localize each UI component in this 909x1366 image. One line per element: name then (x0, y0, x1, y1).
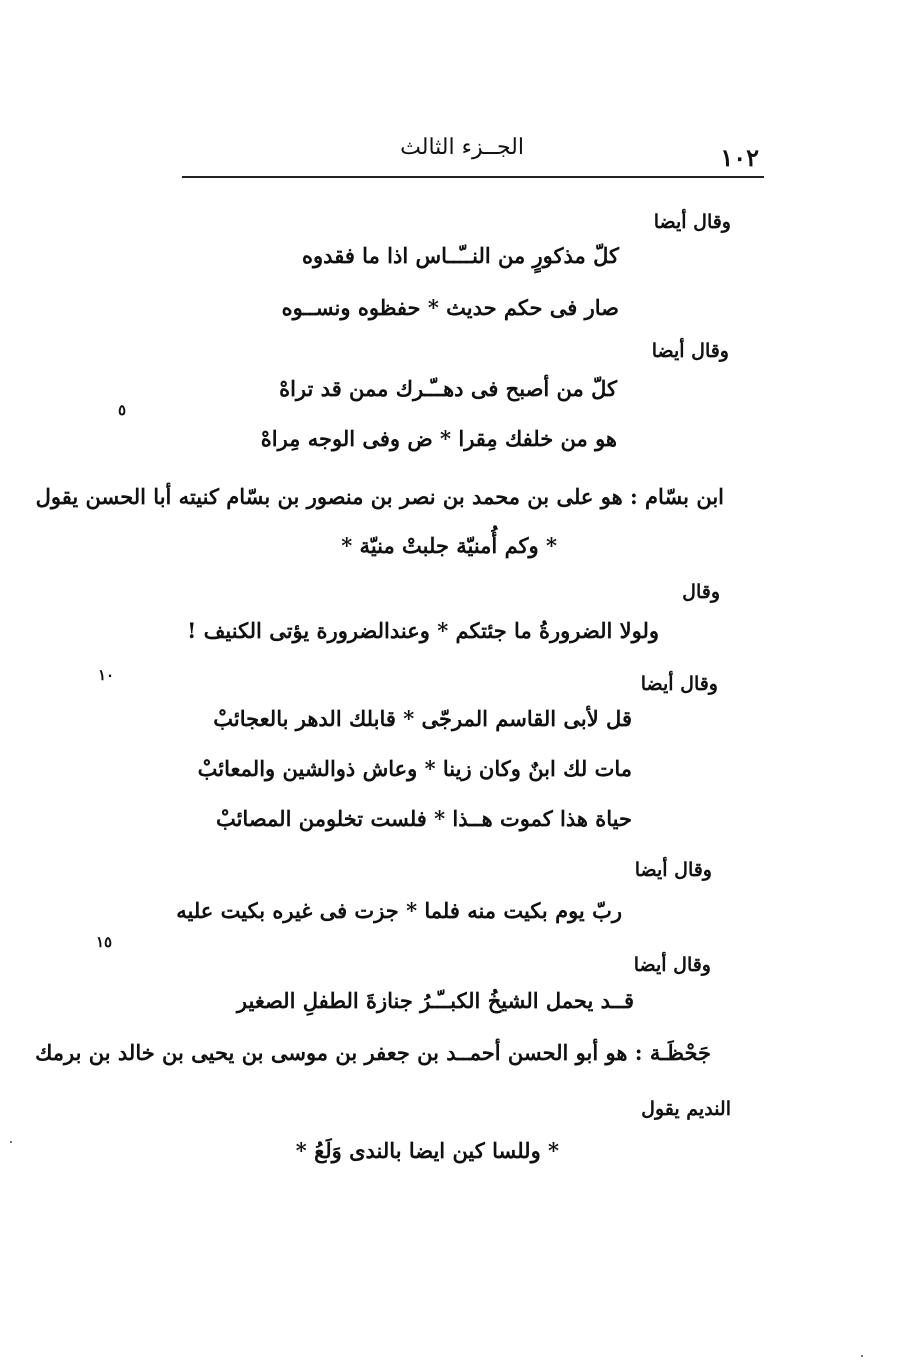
verse-line: ولولا الضرورةُ ما جئتكم * وعندالضرورة يؤتى الكنيف ! (187, 618, 659, 643)
verse-line: ربّ يوم بكيت منه فلما * جزت فى غيره بكيت عليه (176, 898, 622, 923)
intro-line: النديم يقول (641, 1098, 731, 1120)
verse-line: هو من خلفك مِقرا * ض وفى الوجه مِراهْ (260, 426, 617, 451)
verse-line: قــد يحمل الشيخُ الكبــّـرُ جنازةَ الطفلِ الصغير (236, 988, 634, 1013)
paper-speck (861, 1355, 863, 1357)
biography-line: ابن بسّام : هو على بن محمد بن نصر بن منصور بن بسّام كنيته أبا الحسن يقول (35, 484, 724, 509)
running-title: الجــزء الثالث (400, 135, 524, 160)
verse-line: كلّ مذكورٍ من النــّــاس اذا ما فقدوه (302, 243, 619, 268)
header-rule (182, 176, 764, 178)
line-number-15: ١٥ (96, 933, 113, 951)
intro-line: وقال أيضا (633, 954, 711, 976)
line-number-10: ١٠ (98, 666, 115, 684)
verse-line: حياة هذا كموت هــذا * فلست تخلومن المصائبْ (215, 806, 632, 831)
intro-line: وقال أيضا (634, 859, 712, 881)
intro-line: وقال أيضا (653, 211, 731, 233)
verse-line: * وللسا كين ايضا بالندى وَلَعُ * (295, 1138, 559, 1163)
intro-line: وقال أيضا (651, 340, 729, 362)
verse-line: كلّ من أصبح فى دهــّـرك ممن قد تراهْ (279, 376, 617, 401)
verse-line: قل لأبى القاسم المرجّى * قابلك الدهر بالعجائبْ (213, 706, 632, 731)
line-number-5: ٥ (118, 401, 127, 419)
intro-line: وقال أيضا (640, 673, 718, 695)
paper-speck (10, 1141, 12, 1143)
biography-line: جَحْظَـة : هو أبو الحسن أحمــد بن جعفر بن موسى بن يحيى بن خالد بن برمك (35, 1040, 711, 1065)
verse-line: مات لك ابنٌ وكان زينا * وعاش ذوالشين والمعائبْ (197, 756, 632, 781)
verse-line: صار فى حكم حديث * حفظوه ونســوه (281, 295, 619, 320)
page-number: ١٠٢ (720, 143, 759, 172)
verse-line: * وكم أُمنيّة جلبتْ منيّة * (341, 533, 557, 558)
intro-line: وقال (682, 581, 720, 603)
